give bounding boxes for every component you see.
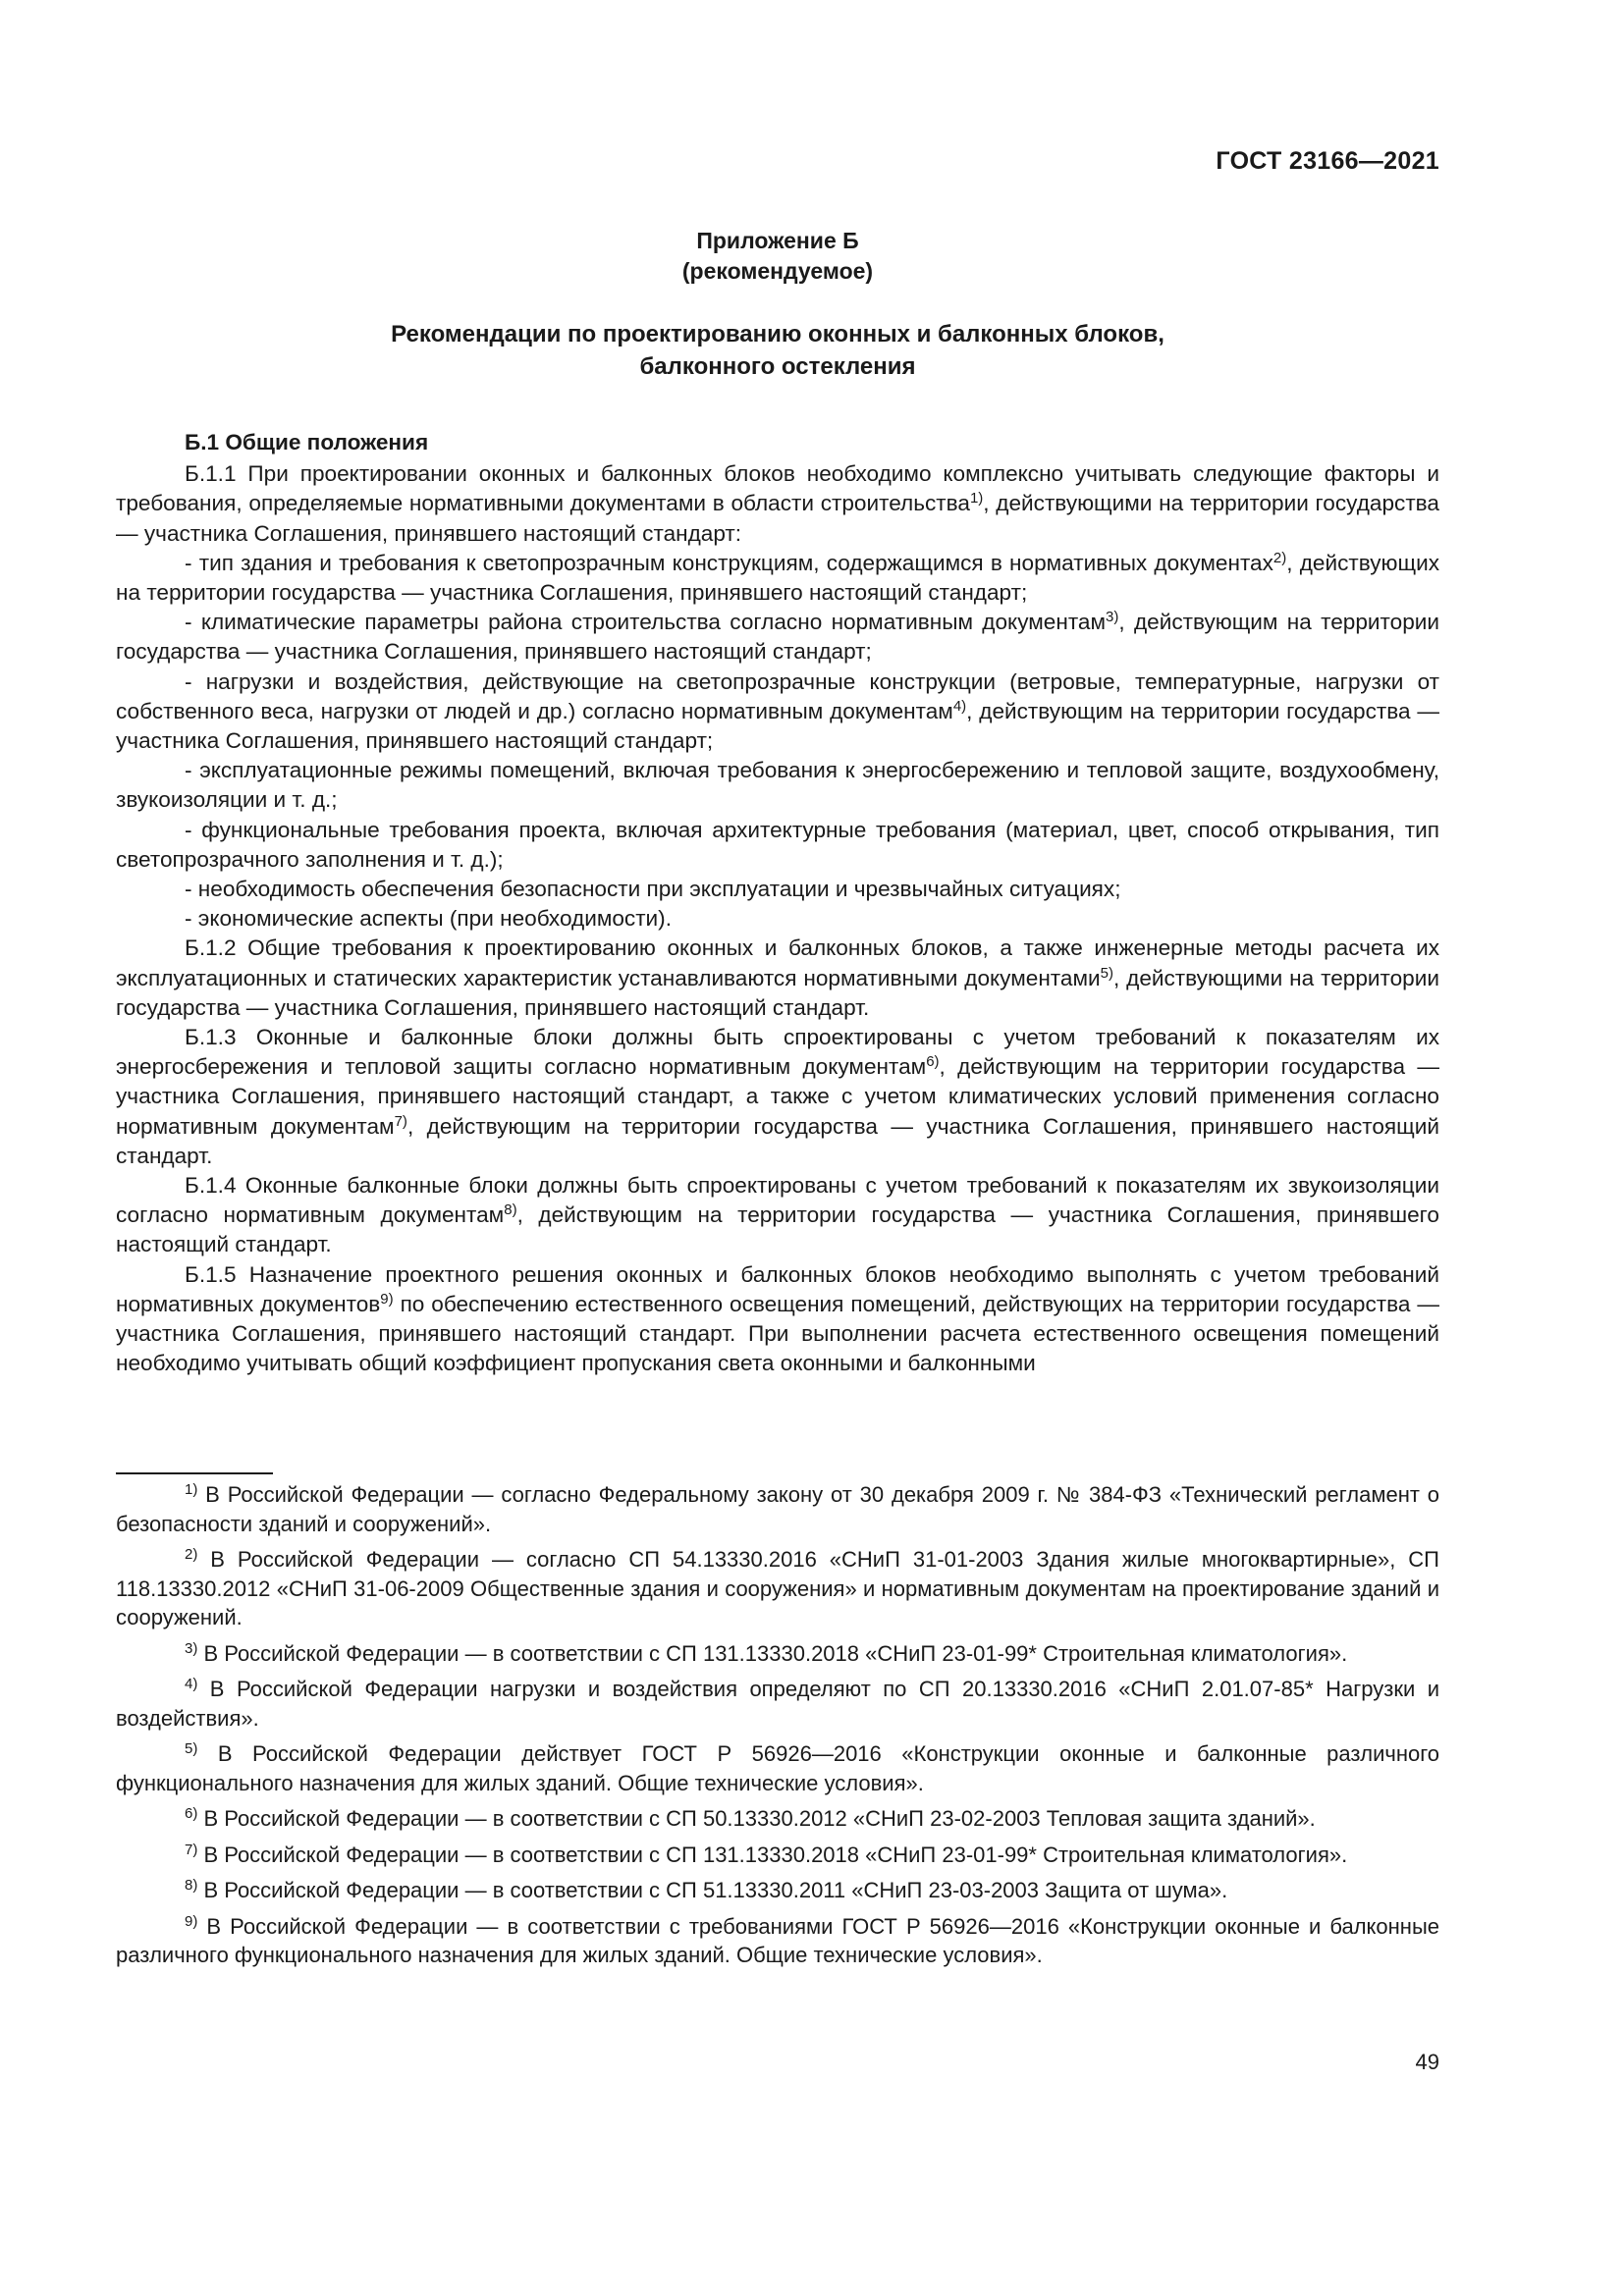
paragraph-text: Б.1.3 Оконные и балконные блоки должны быть спроектированы с учетом требований к показателям их энергосбережения и тепловой защиты согласно нормативным документам [116, 1025, 1439, 1080]
paragraph [116, 1260, 1439, 1379]
footnote-mark: 4) [185, 1676, 198, 1692]
footnote-text: В Российской Федерации — согласно СП 54.13330.2016 «СНиП 31-01-2003 Здания жилые многоквартирные», СП 118.13330.2012 «СНиП 31-06-2009 Общественные здания и сооружения» и нормативным документам на проектирование зданий и сооружений. [116, 1547, 1439, 1629]
paragraph [116, 816, 1439, 875]
footnote-mark: 9) [185, 1912, 198, 1930]
footnote [116, 1841, 1439, 1870]
footnote-text: В Российской Федерации — в соответствии с СП 131.13330.2018 «СНиП 23-01-99* Строительная климатология». [197, 1640, 1348, 1666]
paragraph [116, 904, 1439, 934]
paragraph-text: - экономические аспекты (при необходимости). [185, 906, 672, 932]
footnote [116, 1675, 1439, 1733]
footnote [116, 1545, 1439, 1632]
paragraph-text: Б.1.4 Оконные балконные блоки должны быть спроектированы с учетом требований к показателям их звукоизоляции согласно нормативным документам [116, 1173, 1439, 1228]
paragraph [116, 934, 1439, 1023]
footnote [116, 1480, 1439, 1538]
paragraph [116, 459, 1439, 549]
paragraph-text: - функциональные требования проекта, включая архитектурные требования (материал, цвет, способ открывания, тип светопрозрачного заполнения и т. д.); [116, 817, 1439, 872]
section-heading: Б.1 Общие положения [185, 430, 429, 454]
footnote-ref: 7) [394, 1112, 407, 1130]
footnote-text: В Российской Федерации нагрузки и воздействия определяют по СП 20.13330.2016 «СНиП 2.01.07-85* Нагрузки и воздействия». [116, 1677, 1439, 1731]
footnote-ref: 5) [1100, 964, 1113, 982]
paragraph-text: Б.1.2 Общие требования к проектированию оконных и балконных блоков, а также инженерные методы расчета их эксплуатационных и статических характеристик устанавливаются нормативными документами [116, 935, 1439, 990]
footnote-ref: 9) [380, 1290, 394, 1308]
appendix-heading [116, 226, 1439, 287]
paragraph [116, 667, 1439, 757]
paragraph-text: , действующими на территории государства — участника Соглашения, принявшего настоящий стандарт. [116, 965, 1439, 1020]
paragraph-text: - нагрузки и воздействия, действующие на светопрозрачные конструкции (ветровые, температурные, нагрузки от собственного веса, нагрузки от людей и др.) согласно нормативным документам [116, 668, 1439, 723]
footnote [116, 1804, 1439, 1834]
paragraph-text: , действующим на территории государства — участника Соглашения, принявшего настоящий стандарт. [116, 1113, 1439, 1168]
page-number: 49 [1415, 2050, 1439, 2074]
paragraph-text: - эксплуатационные режимы помещений, включая требования к энергосбережению и тепловой защите, воздухообмену, звукоизоляции и т. д.; [116, 758, 1439, 813]
footnote [116, 1639, 1439, 1669]
paragraph-list [116, 459, 1439, 1378]
footnote-ref: 4) [952, 697, 967, 715]
footnote-mark: 5) [185, 1740, 198, 1757]
footnote-divider [116, 1472, 273, 1474]
body-text [116, 428, 1439, 1379]
paragraph-text: - тип здания и требования к светопрозрачным конструкциям, содержащимся в нормативных документах [185, 550, 1273, 575]
footnote-text: В Российской Федерации — в соответствии с СП 131.13330.2018 «СНиП 23-01-99* Строительная климатология». [197, 1842, 1348, 1867]
paragraph [116, 756, 1439, 815]
paragraph-text: , действующим на территории государства — участника Соглашения, принявшего настоящий стандарт; [116, 698, 1439, 754]
paragraph [116, 549, 1439, 608]
paragraph [116, 608, 1439, 667]
footnotes [116, 1480, 1439, 1977]
footnote-mark: 2) [185, 1546, 198, 1563]
footnote-ref: 3) [1106, 609, 1119, 626]
footnote-text: В Российской Федерации — согласно Федеральному закону от 30 декабря 2009 г. № 384-ФЗ «Технический регламент о безопасности зданий и сооружений». [116, 1482, 1439, 1536]
title-line-1: Рекомендации по проектированию оконных и балконных блоков, [391, 321, 1164, 347]
paragraph-text: Б.1.5 Назначение проектного решения оконных и балконных блоков необходимо выполнять с учетом требований нормативных документов [116, 1261, 1439, 1316]
paragraph [116, 1171, 1439, 1260]
footnote-ref: 8) [504, 1201, 517, 1219]
paragraph-text: - климатические параметры района строительства согласно нормативным документам [185, 610, 1107, 635]
paragraph-text: , действующим на территории государства — участника Соглашения, принявшего настоящий стандарт. [116, 1202, 1439, 1257]
footnote-text: В Российской Федерации — в соответствии с СП 50.13330.2012 «СНиП 23-02-2003 Тепловая защита зданий». [197, 1806, 1316, 1831]
paragraph-text: - необходимость обеспечения безопасности при эксплуатации и чрезвычайных ситуациях; [185, 877, 1121, 902]
paragraph-text: , действующим на территории государства — участника Соглашения, принявшего настоящий стандарт, а также с учетом климатических условий применения согласно нормативным документам [116, 1054, 1439, 1139]
footnote [116, 1739, 1439, 1797]
footnote-mark: 8) [185, 1877, 198, 1894]
footnote-ref: 2) [1272, 549, 1287, 566]
appendix-status: (рекомендуемое) [681, 258, 874, 284]
footnote-mark: 7) [185, 1841, 198, 1858]
paragraph-text: , действующими на территории государства — участника Соглашения, принявшего настоящий стандарт: [116, 491, 1439, 546]
footnote-text: В Российской Федерации действует ГОСТ Р 56926—2016 «Конструкции оконные и балконные различного функционального назначения для жилых зданий. Общие технические условия». [116, 1741, 1439, 1795]
paragraph-text: по обеспечению естественного освещения помещений, действующих на территории государства — участника Соглашения, принявшего настоящий стандарт. При выполнении расчета естественного освещения помещений необходимо учитывать общий коэффициент пропускания света оконными и балконными [116, 1291, 1439, 1376]
paragraph [116, 1023, 1439, 1171]
paragraph-text: Б.1.1 При проектировании оконных и балконных блоков необходимо комплексно учитывать следующие факторы и требования, определяемые нормативными документами в области строительства [116, 461, 1439, 516]
footnote-ref: 1) [969, 490, 984, 507]
document-code: ГОСТ 23166—2021 [1216, 147, 1439, 175]
footnote-mark: 1) [185, 1481, 198, 1498]
footnote-text: В Российской Федерации — в соответствии с требованиями ГОСТ Р 56926—2016 «Конструкции оконные и балконные различного функционального назначения для жилых зданий. Общие технические условия». [116, 1913, 1439, 1967]
footnote-mark: 3) [185, 1639, 198, 1657]
paragraph [116, 875, 1439, 904]
footnote [116, 1912, 1439, 1970]
footnote-mark: 6) [185, 1805, 198, 1822]
appendix-title [116, 318, 1439, 383]
appendix-name: Приложение Б [696, 228, 859, 253]
title-line-2: балконного остекления [639, 353, 916, 380]
footnote [116, 1876, 1439, 1905]
footnote-text: В Российской Федерации — в соответствии с СП 51.13330.2011 «СНиП 23-03-2003 Защита от шума». [197, 1878, 1228, 1902]
paragraph-text: , действующих на территории государства — участника Соглашения, принявшего настоящий стандарт; [116, 550, 1439, 606]
paragraph-text: , действующим на территории государства — участника Соглашения, принявшего настоящий стандарт; [116, 610, 1439, 665]
footnote-ref: 6) [926, 1053, 940, 1071]
